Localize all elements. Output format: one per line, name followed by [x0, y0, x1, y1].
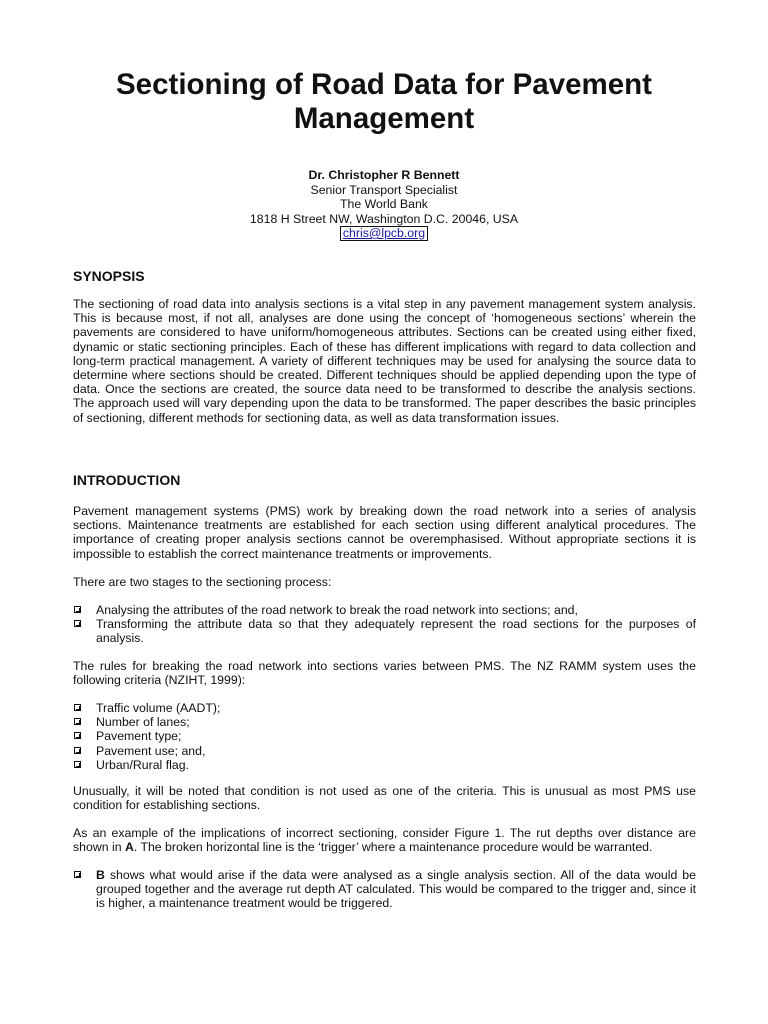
- checkbox-bullet-icon: [74, 732, 81, 739]
- checkbox-bullet-icon: [74, 761, 81, 768]
- list-item: Transforming the attribute data so that they adequately represent the road sections for the purposes of analysis.: [73, 617, 696, 645]
- list-item: Analysing the attributes of the road network to break the road network into sections; and,: [73, 603, 696, 617]
- synopsis-heading: SYNOPSIS: [73, 268, 145, 284]
- intro-paragraph-3: The rules for breaking the road network into sections varies between PMS. The NZ RAMM system uses the following criteria (NZIHT, 1999):: [73, 659, 696, 688]
- stages-list: [73, 603, 696, 646]
- list-item: Number of lanes;: [73, 715, 696, 729]
- list-item: B shows what would arise if the data were analysed as a single analysis section. All of the data would be grouped together and the average rut depth AT calculated. This would be compared to the trigger and, since it is higher, a maintenance treatment would be triggered.: [73, 868, 696, 911]
- checkbox-bullet-icon: [74, 718, 81, 725]
- checkbox-bullet-icon: [74, 747, 81, 754]
- intro-paragraph-1: Pavement management systems (PMS) work by breaking down the road network into a series of analysis sections. Maintenance treatments are established for each section using different analytical procedures. The importance of creating proper analysis sections cannot be overemphasised. Without appropriate sections it is impossible to establish the correct maintenance treatments or improvements.: [73, 504, 696, 561]
- paper-title: Sectioning of Road Data for Pavement Management: [116, 68, 652, 135]
- list-item: Traffic volume (AADT);: [73, 701, 696, 715]
- intro-paragraph-2: There are two stages to the sectioning process:: [73, 575, 332, 589]
- checkbox-bullet-icon: [74, 620, 81, 627]
- checkbox-bullet-icon: [74, 606, 81, 613]
- checkbox-bullet-icon: [74, 704, 81, 711]
- author-name: Dr. Christopher R Bennett: [308, 168, 460, 182]
- criteria-list: [73, 701, 696, 772]
- example-list: [73, 868, 696, 911]
- intro-paragraph-5: As an example of the implications of incorrect sectioning, consider Figure 1. The rut depths over distance are shown in A. The broken horizontal line is the ‘trigger’ where a maintenance procedure would be warranted.: [73, 826, 696, 855]
- list-item: Urban/Rural flag.: [73, 758, 696, 772]
- author-org: The World Bank: [340, 197, 428, 211]
- intro-paragraph-4: Unusually, it will be noted that condition is not used as one of the criteria. This is unusual as most PMS use condition for establishing sections.: [73, 784, 696, 813]
- author-block: [60, 168, 708, 241]
- synopsis-paragraph: The sectioning of road data into analysis sections is a vital step in any pavement management system analysis. This is because most, if not all, analyses are done using the concept of ‘homogeneous sections’ wherein the pavements are considered to have uniform/homogeneous attributes. Sections can be created using either fixed, dynamic or static sectioning principles. Each of these has different implications with regard to data collection and long-term practical management. A variety of different techniques may be used for analysing the source data to determine where sections should be created. Different techniques should be applied depending upon the type of data. Once the sections are created, the source data need to be transformed to describe the analysis sections. The approach used will vary depending upon the data to be transformed. The paper describes the basic principles of sectioning, different methods for sectioning data, as well as data transformation issues.: [73, 297, 696, 425]
- author-address: 1818 H Street NW, Washington D.C. 20046, USA: [249, 211, 519, 226]
- list-item: Pavement type;: [73, 729, 696, 743]
- author-position: Senior Transport Specialist: [310, 182, 458, 197]
- introduction-heading: INTRODUCTION: [73, 472, 181, 488]
- list-item: Pavement use; and,: [73, 744, 696, 758]
- author-email-link[interactable]: chris@lpcb.org: [340, 226, 428, 241]
- checkbox-bullet-icon: [74, 871, 81, 878]
